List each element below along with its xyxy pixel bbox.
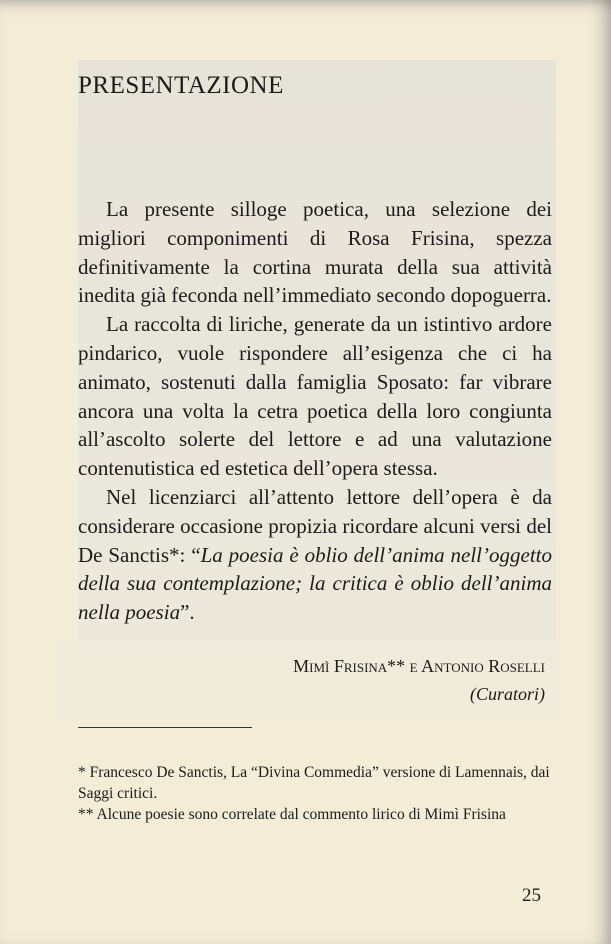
quote-text: La poesia è oblio dell’anima nell’oggetto della sua contemplazione; la critica è oblio dell’anima nella poesia: [78, 542, 552, 625]
signature-role: (Curatori): [469, 684, 545, 704]
page-title: PRESENTAZIONE: [78, 72, 284, 99]
paragraph: La presente silloge poetica, una selezione dei migliori componimenti di Rosa Frisina, spezza definitivamente la cortina murata della sua attività inedita già feconda nell’immediato secondo dopoguerra.: [78, 197, 552, 308]
footnote: * Francesco De Sanctis, La “Divina Commedia” versione di Lamennais, dai Saggi critici.: [78, 764, 550, 802]
body-text: [78, 195, 552, 627]
signature: [293, 652, 545, 708]
quote-paragraph: [78, 483, 552, 627]
quote-tail: ”.: [180, 600, 195, 625]
signature-authors: Mimì Frisina** e Antonio Roselli: [293, 656, 545, 676]
paragraph: La raccolta di liriche, generate da un istintivo ardore pindarico, vuole rispondere all’esigenza che ci ha animato, sostenuti dalla famiglia Sposato: far vibrare ancora una volta la cetra poetica della loro congiunta all’ascolto solerte del lettore e ad una valutazione contenutistica ed estetica dell’opera stessa.: [78, 312, 552, 481]
footnote: ** Alcune poesie sono correlate dal commento lirico di Mimì Frisina: [78, 806, 506, 823]
footnote-divider: [78, 727, 252, 728]
page-number: 25: [522, 885, 541, 906]
footnotes: [78, 762, 552, 825]
quote-lead: Nel licenziarci all’attento lettore dell’opera è da considerare occasione propizia ricordare alcuni versi del De Sanctis*: “: [78, 484, 552, 567]
